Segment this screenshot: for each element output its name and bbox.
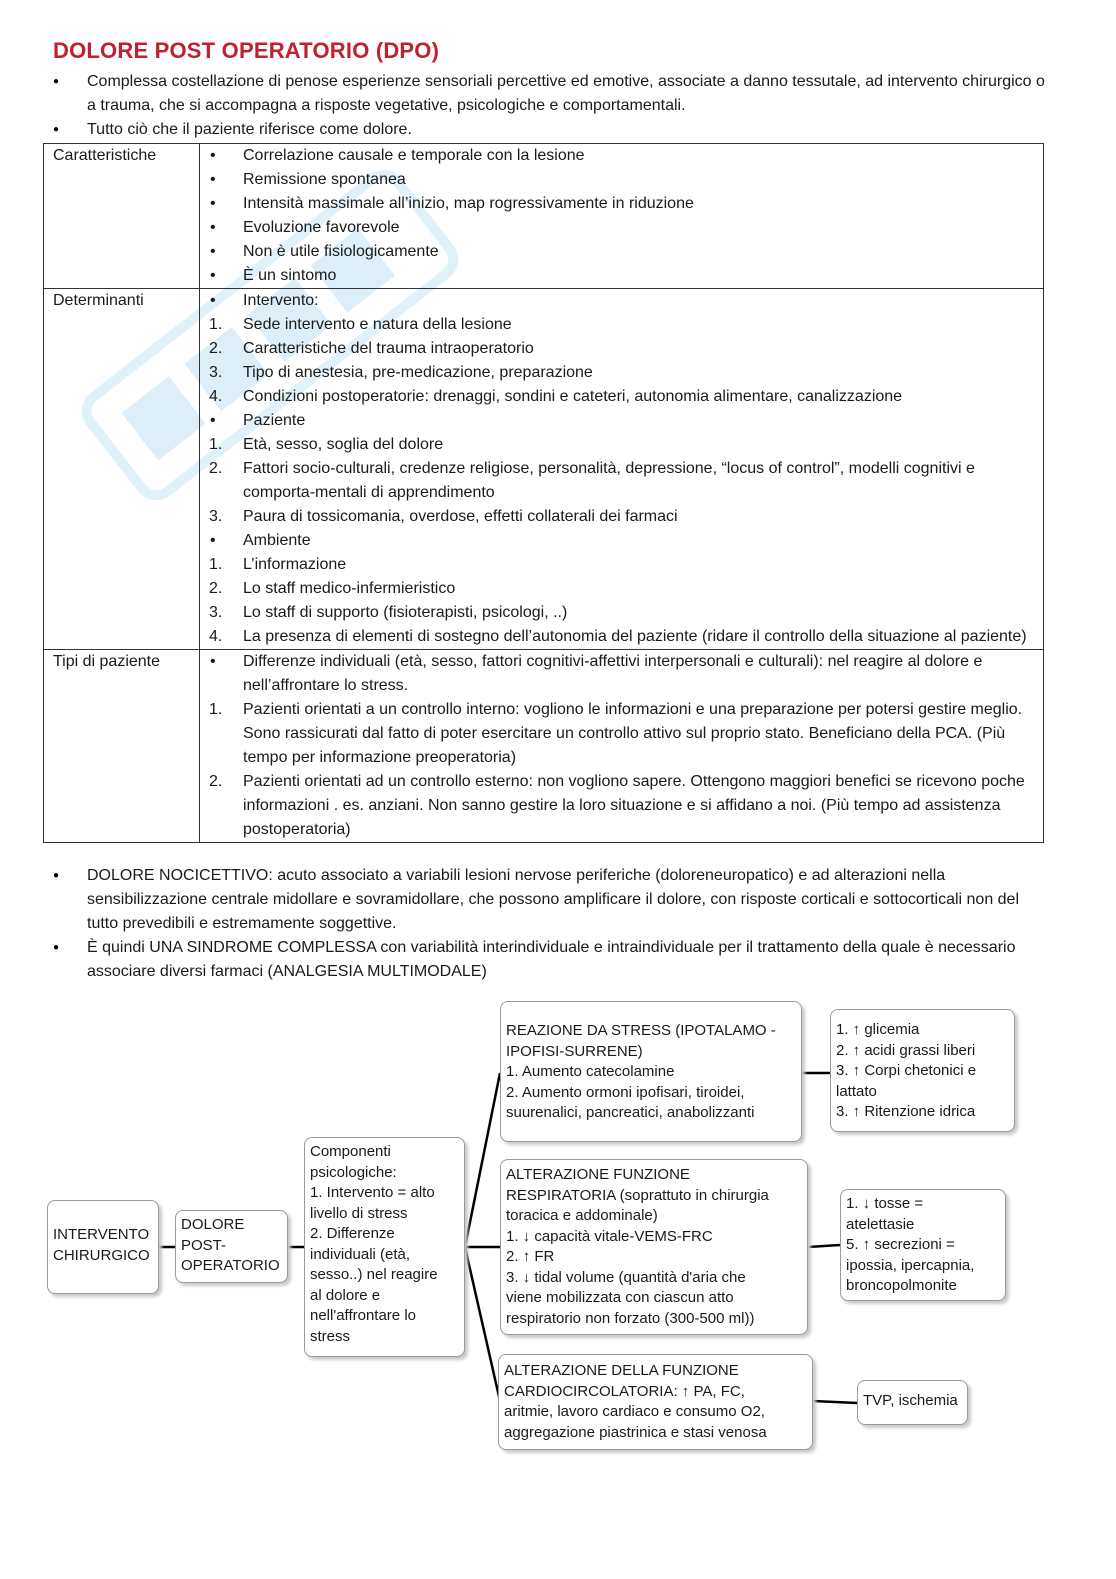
list-item: • È un sintomo xyxy=(209,264,1037,288)
list-item: • Non è utile fisiologicamente xyxy=(209,240,1037,264)
intro-bullet: ● Tutto ciò che il paziente riferisce come dolore. xyxy=(53,118,1053,142)
list-item: • Evoluzione favorevole xyxy=(209,216,1037,240)
group-label: • Paziente xyxy=(209,409,1037,433)
after-bullet: ● DOLORE NOCICETTIVO: acuto associato a variabili lesioni nervose periferiche (doloreneuropatico) e ad alterazioni nella sensibilizzazione centrale midollare e sovramidollare, che possono amplificare il dolore, con risposte corticali e sottocorticali non del tutto prevedibili e estremamente soggettive. xyxy=(53,864,1053,936)
after-bullet: ● È quindi UNA SINDROME COMPLESSA con variabilità interindividuale e intraindividuale per il trattamento della quale è necessario associare diversi farmaci (ANALGESIA MULTIMODALE) xyxy=(53,936,1053,984)
group-label: • Intervento: xyxy=(209,289,1037,313)
list-item: • Correlazione causale e temporale con la lesione xyxy=(209,144,1037,168)
group-label: • Ambiente xyxy=(209,529,1037,553)
box-dolore-post-operatorio: DOLORE POST- OPERATORIO xyxy=(175,1210,288,1283)
box-componenti-psicologiche: Componenti psicologiche: 1. Intervento = alto livello di stress 2. Differenze individuali (età, sesso..) nel reagire al dolore e nell'affrontare lo stress xyxy=(304,1137,465,1357)
list-item: Lo staff medico-infermieristico xyxy=(243,580,456,597)
connector-line xyxy=(465,1073,500,1247)
box-cardio-effects: TVP, ischemia xyxy=(857,1380,968,1425)
intro-bullet: ● Complessa costellazione di penose esperienze sensoriali percettive ed emotive, associate a danno tessutale, ad intervento chirurgico o a trauma, che si accompagna a risposte vegetative, psicologiche e comportamentali. xyxy=(53,70,1053,118)
box-stress-effects: 1. ↑ glicemia 2. ↑ acidi grassi liberi 3. ↑ Corpi chetonici e lattato 3. ↑ Ritenzione idrica xyxy=(830,1009,1015,1132)
list-item: Età, sesso, soglia del dolore xyxy=(243,436,444,453)
box-respiratoria-effects: 1. ↓ tosse = atelettasie 5. ↑ secrezioni = ipossia, ipercapnia, broncopolmonite xyxy=(840,1189,1006,1301)
list-item: La presenza di elementi di sostegno dell’autonomia del paziente (ridare il controllo della situazione al paziente) xyxy=(243,628,1027,645)
list-item: Lo staff di supporto (fisioterapisti, psicologi, ..) xyxy=(243,604,568,621)
row-header-determinanti: Determinanti xyxy=(44,289,200,650)
list-item: Pazienti orientati a un controllo interno: vogliono le informazioni e una preparazione per potersi gestire meglio. Sono rassicurati dal fatto di poter esercitare un controllo attivo sul proprio stato. Beneficiano della PCA. (Più tempo per informazione preoperatoria) xyxy=(243,701,1023,766)
list-item: Sede intervento e natura della lesione xyxy=(243,316,512,333)
list-item: • Intensità massimale all’inizio, map rogressivamente in riduzione xyxy=(209,192,1037,216)
connector-line xyxy=(808,1245,840,1247)
connector-line xyxy=(465,1247,500,1401)
group-label: • Differenze individuali (età, sesso, fattori cognitivi-affettivi interpersonali e culturali): nel reagire al dolore e nell’affrontare lo stress. xyxy=(209,650,1037,698)
row-header-caratteristiche: Caratteristiche xyxy=(44,144,200,289)
row-header-tipi: Tipi di paziente xyxy=(44,650,200,843)
list-item: L’informazione xyxy=(243,556,347,573)
list-item: Pazienti orientati ad un controllo esterno: non vogliono sapere. Ottengono maggiori benefici se ricevono poche informazioni . es. anziani. Non sanno gestire la loro situazione e si affidano a noi. (Più tempo ad assistenza postoperatoria) xyxy=(243,773,1025,838)
list-item: Paura di tossicomania, overdose, effetti collaterali dei farmaci xyxy=(243,508,678,525)
list-item: Condizioni postoperatorie: drenaggi, sondini e cateteri, autonomia alimentare, canalizzazione xyxy=(243,388,903,405)
connector-line xyxy=(813,1401,857,1403)
page-title: DOLORE POST OPERATORIO (DPO) xyxy=(53,38,440,63)
list-item: • Remissione spontanea xyxy=(209,168,1037,192)
box-reazione-stress: REAZIONE DA STRESS (IPOTALAMO - IPOFISI-SURRENE) 1. Aumento catecolamine 2. Aumento ormoni ipofisari, tiroidei, suurenalici, pancreatici, anabolizzanti xyxy=(500,1001,802,1142)
list-item: Fattori socio-culturali, credenze religiose, personalità, depressione, “locus of control”, modelli cognitivi e comporta-mentali di apprendimento xyxy=(243,460,975,501)
box-intervento-chirurgico: INTERVENTO CHIRURGICO xyxy=(47,1200,159,1294)
box-alterazione-cardiocircolatoria: ALTERAZIONE DELLA FUNZIONE CARDIOCIRCOLATORIA: ↑ PA, FC, aritmie, lavoro cardiaco e consumo O2, aggregazione piastrinica e stasi venosa xyxy=(498,1354,813,1450)
list-item: Tipo di anestesia, pre-medicazione, preparazione xyxy=(243,364,593,381)
list-item: Caratteristiche del trauma intraoperatorio xyxy=(243,340,534,357)
box-alterazione-respiratoria: ALTERAZIONE FUNZIONE RESPIRATORIA (soprattuto in chirurgia toracica e addominale) 1. ↓ capacità vitale-VEMS-FRC 2. ↑ FR 3. ↓ tidal volume (quantità d'aria che viene mobilizzata con ciascun atto respiratorio non forzato (300-500 ml)) xyxy=(500,1159,808,1335)
